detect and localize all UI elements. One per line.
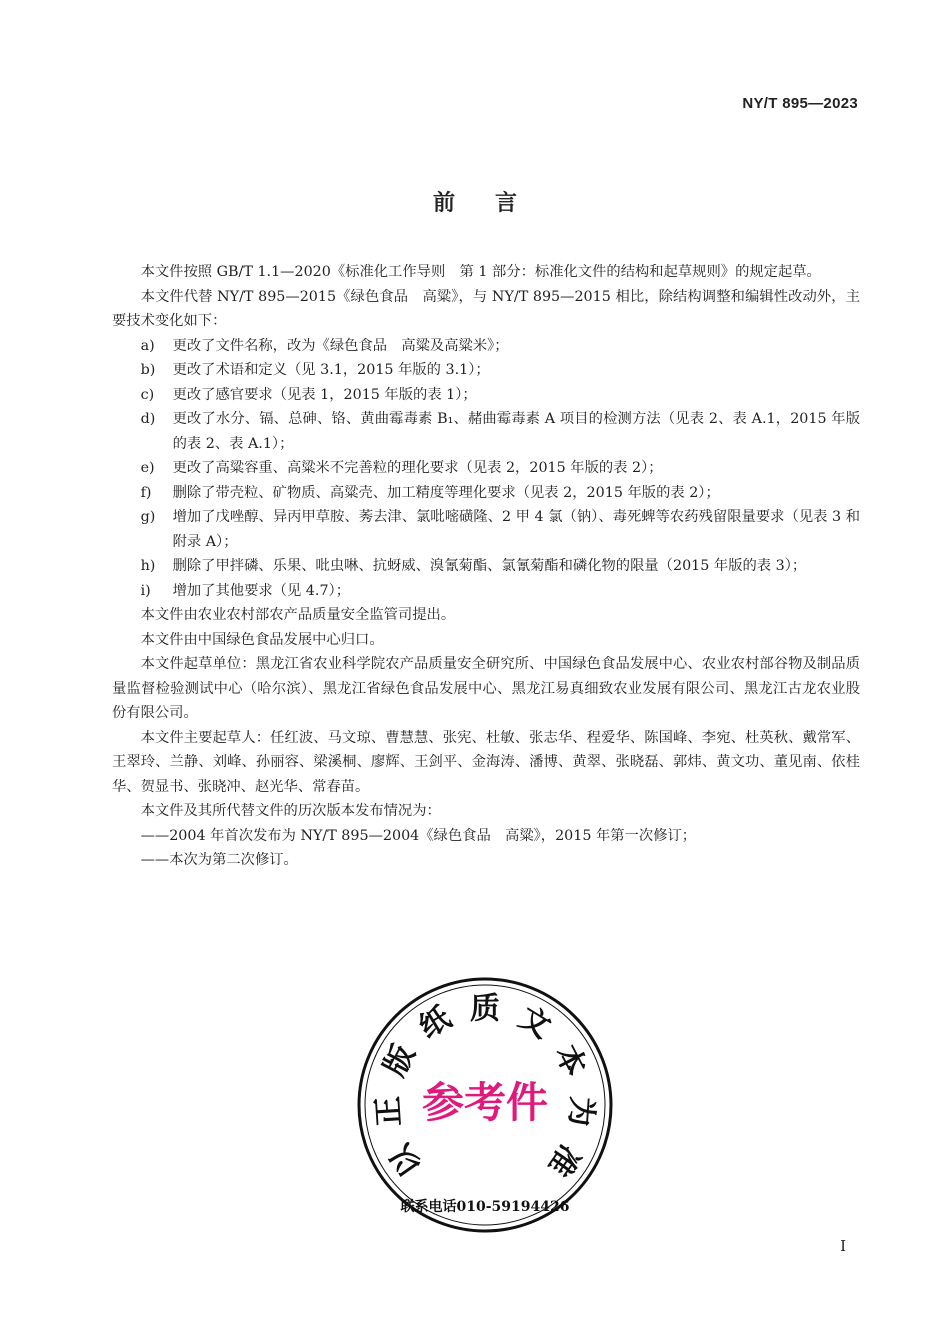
list-marker: h) [140,558,156,574]
list-text: 更改了术语和定义（见 3.1，2015 年版的 3.1）； [172,362,490,378]
drafting-units-paragraph: 本文件起草单位：黑龙江省农业科学院农产品质量安全研究所、中国绿色食品发展中心、农业农村部谷物及制品质量监督检验测试中心（哈尔滨）、黑龙江省绿色食品发展中心、黑龙江易真细致农业发展有限公司、黑龙江古龙农业股份有限公司。 [112,656,860,721]
list-text: 更改了高粱容重、高粱米不完善粒的理化要求（见表 2，2015 年版的表 2）； [172,460,663,476]
list-text: 更改了文件名称，改为《绿色食品 高粱及高粱米》； [172,337,509,354]
list-text: 增加了戊唑醇、异丙甲草胺、莠去津、氯吡嘧磺隆、2 甲 4 氯（钠）、毒死蜱等农药残留限量要求（见表 3 和附录 A）； [172,509,860,550]
list-item [141,505,860,554]
list-marker: a) [140,337,155,354]
list-text: 删除了带壳粒、矿物质、高粱壳、加工精度等理化要求（见表 2，2015 年版的表 2）； [172,484,720,501]
changes-list [112,334,860,604]
list-marker: c) [140,386,155,403]
list-item [141,334,860,359]
stamp-ring-char: 为 [562,1095,600,1128]
standard-code: NY/T 895—2023 [742,95,858,112]
list-marker: g) [140,509,156,525]
stamp-ring-char: 文 [512,1000,557,1046]
list-text: 更改了水分、镉、总砷、铬、黄曲霉毒素 B₁、赭曲霉毒素 A 项目的检测方法（见表 2、表 A.1，2015 年版的表 2、表 A.1）； [172,411,860,452]
history-intro: 本文件及其所代替文件的历次版本发布情况为： [140,803,441,819]
list-item [141,407,860,456]
list-marker: f) [140,484,152,501]
list-text: 增加了其他要求（见 4.7）； [172,582,350,599]
list-text: 删除了甲拌磷、乐果、吡虫啉、抗蚜威、溴氰菊酯、氯氰菊酯和磷化物的限量（2015 年版的表 3）； [172,558,807,574]
list-marker: b) [140,362,156,378]
list-item [141,358,860,383]
stamp-ring-char: 版 [377,1039,423,1083]
page-title: 前言 [432,191,557,216]
list-marker: e) [140,460,155,476]
stamp-ring-char: 纸 [413,1000,458,1046]
proposer-paragraph: 本文件由农业农村部农产品质量安全监管司提出。 [140,607,456,623]
list-item [141,554,860,579]
list-item [141,579,860,604]
stamp-ring-char: 本 [547,1039,593,1083]
replacement-paragraph: 本文件代替 NY/T 895—2015《绿色食品 高粱》，与 NY/T 895—2015 相比，除结构调整和编辑性改动外，主要技术变化如下： [112,288,860,329]
page-number: I [840,1237,846,1255]
history-line: ——2004 年首次发布为 NY/T 895—2004《绿色食品 高粱》，2015 年第一次修订； [140,827,697,844]
list-marker: i) [140,582,151,599]
drafters-paragraph: 本文件主要起草人：任红波、马文琼、曹慧慧、张宪、杜敏、张志华、程爱华、陈国峰、李宛、杜英秋、戴常军、王翠玲、兰静、刘峰、孙丽容、梁溪桐、廖辉、王剑平、金海涛、潘博、黄翠、张晓磊、郭炜、黄文功、董见南、依桂华、贺显书、张晓冲、赵光华、常春苗。 [112,729,860,795]
list-text: 更改了感官要求（见表 1，2015 年版的表 1）； [172,386,477,403]
list-marker: d) [140,411,156,427]
stamp-phone-text: 联系电话010-59194426 [400,1199,570,1215]
history-line: ——本次为第二次修订。 [140,852,298,868]
stamp-center-text: 参考件 [421,1078,549,1127]
list-item [141,481,860,506]
reference-copy-stamp [355,975,615,1235]
drafting-rule-paragraph: 本文件按照 GB/T 1.1—2020《标准化工作导则 第 1 部分：标准化文件的结构和起草规则》的规定起草。 [140,264,821,280]
stamp-ring-char: 正 [370,1095,408,1128]
foreword-body [112,260,860,873]
list-item [141,383,860,408]
administrator-paragraph: 本文件由中国绿色食品发展中心归口。 [140,631,384,648]
list-item [141,456,860,481]
stamp-ring-char: 以 [383,1137,430,1183]
stamp-ring-char: 质 [470,991,500,1027]
stamp-ring-char: 准 [540,1137,587,1183]
